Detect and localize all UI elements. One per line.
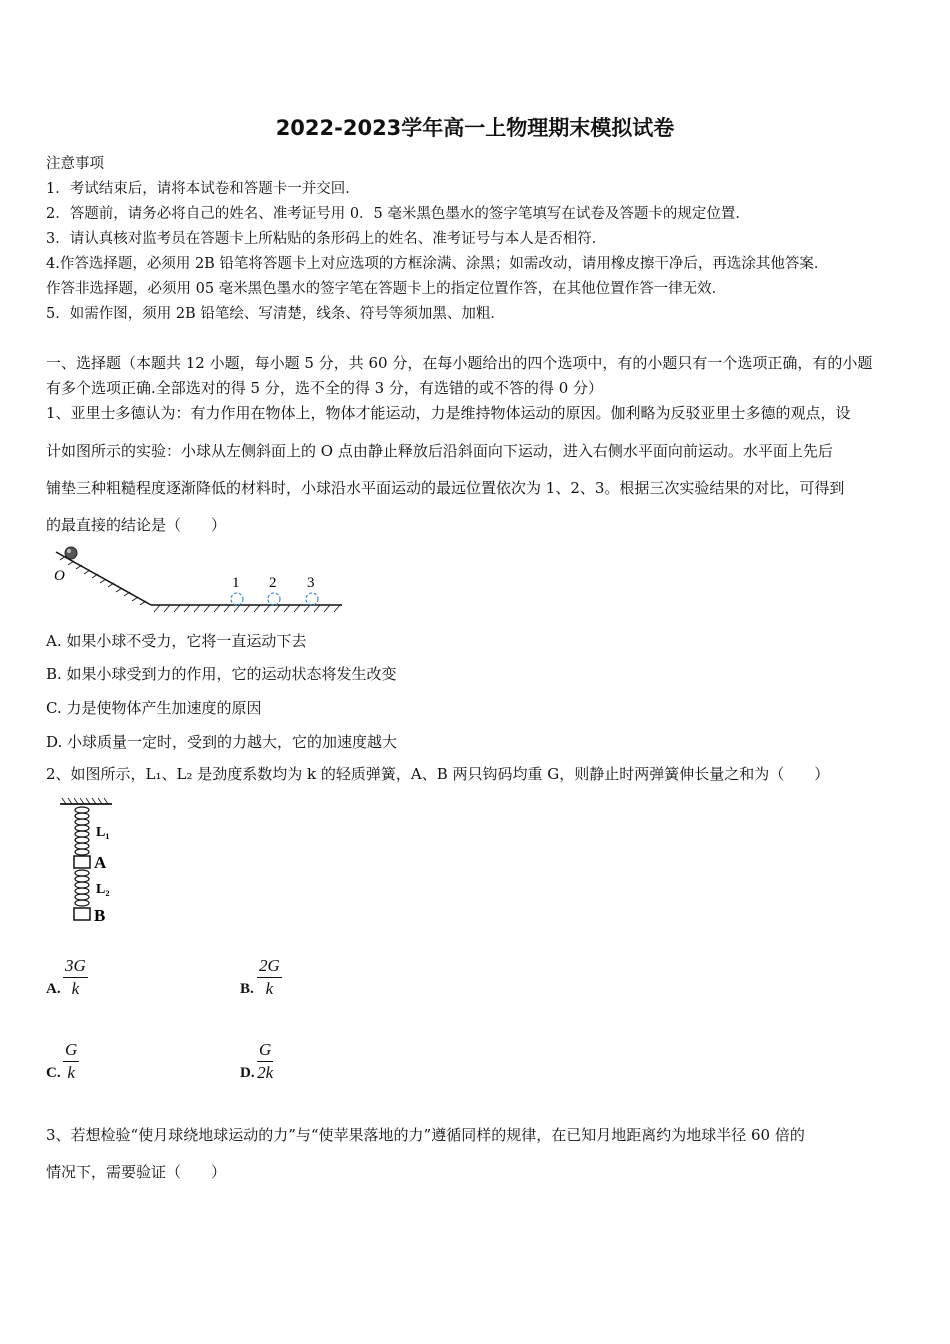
q1-option-d: D. 小球质量一定时，受到的力越大，它的加速度越大: [46, 733, 398, 751]
q2-option-c-label: C.: [46, 1065, 61, 1081]
spring-l1-label: L₁: [96, 825, 110, 840]
notice-item: 1．考试结束后，请将本试卷和答题卡一并交回．: [46, 181, 360, 197]
block-a: [74, 856, 90, 868]
q1-stem: 计如图所示的实验：小球从左侧斜面上的 O 点由静止释放后沿斜面向下运动，进入右侧水平面向前运动。水平面上先后: [46, 442, 833, 460]
notice-item: 作答非选择题，必须用 05 毫米黑色墨水的签字笔在答题卡上的指定位置作答，在其他位置作答一律无效．: [46, 281, 727, 297]
q2-option-c-fraction: [63, 1039, 79, 1084]
denominator: k: [265, 979, 274, 998]
notice-item: 2．答题前，请务必将自己的姓名、准考证号用 0．5 毫米黑色墨水的签字笔填写在试卷及答题卡的规定位置．: [46, 206, 750, 222]
position-marker: [306, 593, 318, 605]
notice-heading: 注意事项: [46, 156, 104, 172]
spring-figure: [56, 796, 136, 928]
numerator: 2G: [257, 955, 282, 978]
block-b: [74, 908, 90, 920]
q2-option-a-label: A.: [46, 981, 61, 997]
q3-stem: 情况下，需要验证（ ）: [46, 1163, 227, 1181]
q1-stem: 的最直接的结论是（ ）: [46, 516, 227, 534]
position-marker: [231, 593, 243, 605]
position-marker: [268, 593, 280, 605]
section-header-cont: 有多个选项正确.全部选对的得 5 分，选不全的得 3 分，有选错的或不答的得 0 分）: [46, 379, 604, 397]
numerator: G: [63, 1039, 79, 1062]
page-title: 2022-2023学年高一上物理期末模拟试卷: [275, 116, 675, 140]
section-header: 一、选择题（本题共 12 小题，每小题 5 分，共 60 分，在每小题给出的四个选项中，有的小题只有一个选项正确，有的小题: [46, 354, 873, 372]
block-a-label: A: [94, 853, 107, 872]
q2-option-d-fraction: [257, 1039, 273, 1084]
point-o-label: O: [54, 568, 65, 584]
q1-stem: 铺垫三种粗糙程度逐渐降低的材料时，小球沿水平面运动的最远位置依次为 1、2、3。根据三次实验结果的对比，可得到: [46, 479, 845, 497]
notice-item: 3．请认真核对监考员在答题卡上所粘贴的条形码上的姓名、准考证号与本人是否相符．: [46, 231, 607, 247]
q1-stem: 1、亚里士多德认为：有力作用在物体上，物体才能运动，力是维持物体运动的原因。伽利略为反驳亚里士多德的观点，设: [46, 404, 851, 422]
block-b-label: B: [94, 906, 106, 925]
q1-option-b: B. 如果小球受到力的作用，它的运动状态将发生改变: [46, 665, 397, 683]
denominator: k: [67, 1063, 75, 1082]
q1-option-a: A. 如果小球不受力，它将一直运动下去: [46, 632, 307, 650]
position-label: 3: [307, 575, 315, 591]
position-label: 1: [232, 575, 240, 591]
incline-figure: [46, 542, 346, 614]
denominator: 2k: [257, 1063, 274, 1082]
position-label: 2: [269, 575, 277, 591]
q2-stem: 2、如图所示，L₁、L₂ 是劲度系数均为 k 的轻质弹簧，A、B 两只钩码均重 G，则静止时两弹簧伸长量之和为（ ）: [46, 765, 830, 783]
notice-item: 4.作答选择题，必须用 2B 铅笔将答题卡上对应选项的方框涂满、涂黑；如需改动，请用橡皮擦干净后，再选涂其他答案．: [46, 256, 829, 272]
spring-l2-label: L₂: [96, 882, 110, 897]
notice-item: 5．如需作图，须用 2B 铅笔绘、写清楚，线条、符号等须加黑、加粗．: [46, 306, 505, 322]
numerator: G: [257, 1039, 273, 1062]
q2-option-a-fraction: [63, 955, 88, 1000]
denominator: k: [71, 979, 80, 998]
numerator: 3G: [63, 955, 88, 978]
q1-option-c: C. 力是使物体产生加速度的原因: [46, 699, 262, 717]
q2-option-b-fraction: [257, 955, 282, 1000]
q2-option-d-label: D.: [240, 1065, 255, 1081]
q3-stem: 3、若想检验“使月球绕地球运动的力”与“使苹果落地的力”遵循同样的规律，在已知月地距离约为地球半径 60 倍的: [46, 1126, 805, 1144]
q2-option-b-label: B.: [240, 981, 254, 997]
ball: [65, 547, 77, 559]
